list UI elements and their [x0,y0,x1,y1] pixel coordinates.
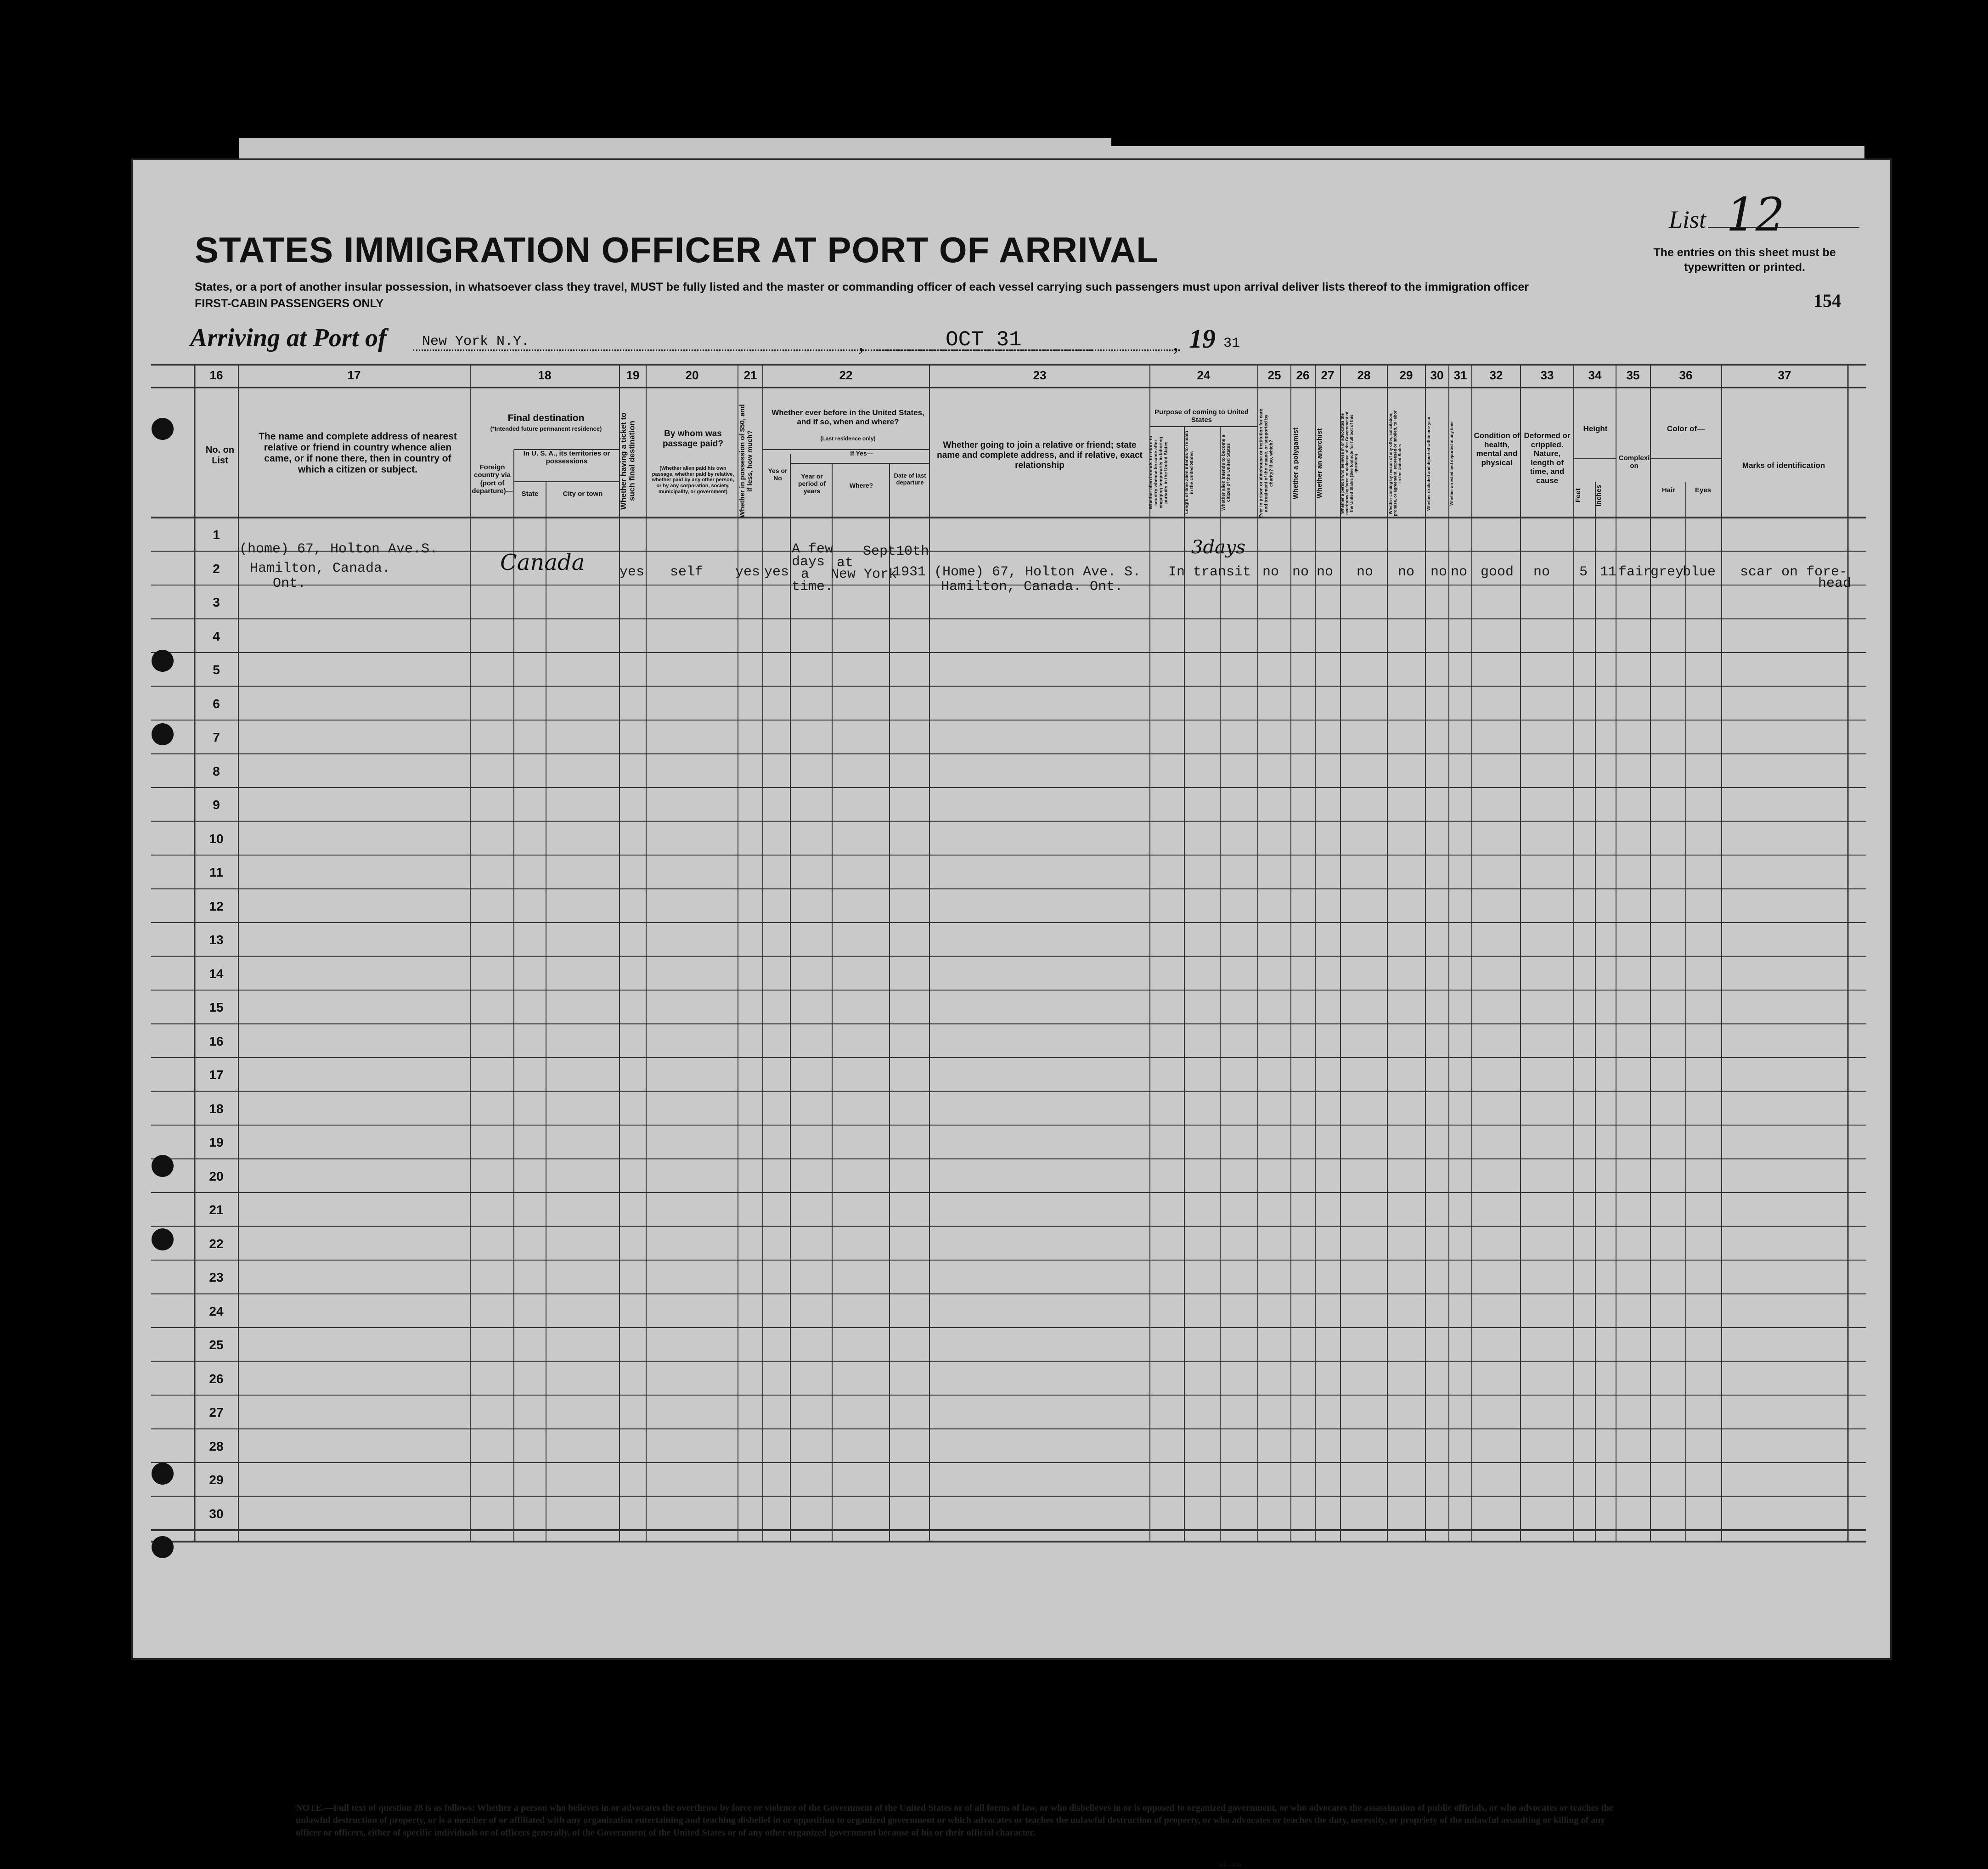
column-number: 32 [1489,368,1503,382]
form-title: STATES IMMIGRATION OFFICER AT PORT OF ARRIVAL [195,230,1159,270]
entry-period-l1: A few [792,541,833,557]
port-value: New York N.Y. [422,334,530,349]
binder-hole [152,1228,174,1250]
header-complexion: Complexion [1618,454,1650,470]
row-number: 7 [213,730,220,744]
form-intro: States, or a port of another insular possession, in whatsoever class they travel, MUST be fully listed and the master or commanding officer of each vessel carrying such passengers must upon arrival deliver lists thereof to the immigration officer [195,281,1529,293]
header-marks: Marks of identification [1742,461,1825,470]
column-number: 18 [538,368,552,382]
header-polygamist: Whether a polygamist [1292,428,1300,499]
row-number: 28 [209,1439,224,1453]
column-number: 34 [1588,368,1602,382]
header-health: Condition of health, mental and physical [1474,431,1520,467]
header-color-of: Color of— [1667,424,1705,433]
entry-labor-offer: no [1398,564,1415,580]
header-purpose-return: Whether alien intends to return to country whence he came after engaging temporarily in laboring pursuits in the United States [1149,436,1169,510]
header-ticket: Whether having a ticket to such final destination [619,412,636,510]
entry-marks-line1: scar on fore- [1740,564,1848,580]
entry-health: good [1481,564,1514,580]
column-number: 30 [1430,368,1444,382]
entry-relative-line1: (home) 67, Holton Ave.S. [239,541,438,557]
column-number: 31 [1453,368,1467,382]
entry-arrested: no [1451,564,1468,580]
entry-join-line2: Hamilton, Canada. Ont. [941,579,1123,595]
binder-hole [152,1155,174,1177]
header-final-destination-note: (*Intended future permanent residence) [490,425,602,432]
list-label: List [1669,206,1706,233]
column-number: 22 [839,368,853,382]
entry-prison: no [1262,564,1279,580]
header-nearest-relative: The name and complete address of nearest relative or friend in country whence alien came, or if none there, then in country of which a citizen or subject. [259,431,457,475]
header-yes-no: Yes or No [768,467,788,482]
header-if-yes: If Yes— [850,450,873,457]
header-purpose: Purpose of coming to United States [1155,408,1249,424]
entry-overthrow: no [1357,564,1374,580]
column-number: 25 [1267,368,1281,382]
header-inches: Inches [1595,484,1603,507]
entry-marks-line2: head [1818,576,1852,591]
entry-join-line1: (Home) 67, Holton Ave. S. [934,564,1141,580]
column-number: 21 [743,368,757,382]
entry-period-l3: a [801,567,810,582]
entry-passage-paid: self [670,564,704,580]
row-number: 5 [213,663,220,677]
binder-hole [152,650,174,672]
binder-hole [152,1536,174,1558]
row-number: 21 [209,1203,224,1217]
row-number: 9 [213,798,220,812]
header-passage-note: (Whether alien paid his own passage, whether paid by relative, whether paid by any other person, or by any corporation, society, municipality, or government) [652,466,734,495]
header-join-relative: Whether going to join a relative or friend; state name and complete address, and if relative, exact relationship [937,440,1143,470]
list-number: 12 [1726,188,1785,242]
header-where: Where? [849,482,873,489]
binder-hole [152,418,174,440]
footnote-question-28: NOTE.—Full text of question 28 is as follows: Whether a person who believes in or advocates the overthrow by force or violence of the Government of the United States or of all forms of law, or who disbelieves in or is opposed to organized government, or who advocates the assassination of public officials, or who advocates or teaches the unlawful destruction of property, or is a member of or affiliated with any organization entertaining and teaching disbelief in or opposition to organized government or which advocates or teaches the unlawful destruction of property, or who advocates or teaches the duty, necessity, or propriety of the unlawful assaulting or killing of any officer or officers, either of specific individuals or of officers generally, of the Government of the United States or of any other organized government because of his or their official character. [296,1803,1613,1838]
entry-period-l2: days [792,554,825,570]
year-prefix: 19 [1189,324,1216,354]
year-suffix: 31 [1223,336,1240,351]
row-number: 4 [213,629,220,643]
entry-purpose: In transit [1168,564,1251,580]
header-purpose-length: Length of time alien intends to remain in the United States [1184,431,1194,514]
entry-excluded: no [1430,564,1447,580]
row-number: 3 [213,595,220,609]
manifest-sheet [131,158,1892,1869]
entry-date-l2: 1931 [893,564,926,580]
row-number: 6 [213,696,220,711]
column-number: 26 [1296,368,1310,382]
row-number: 20 [209,1169,224,1183]
entry-ticket: yes [619,564,645,580]
header-ever-before: Whether ever before in the United States, and if so, when and where? [772,408,924,426]
header-hair: Hair [1661,486,1676,494]
header-in-usa: In U. S. A., its territories or possessions [523,450,610,466]
row-number: 18 [209,1101,224,1116]
entry-relative-line3: Ont. [273,576,306,591]
column-number: 36 [1679,368,1693,382]
row-number: 19 [209,1135,224,1149]
row-number: 27 [209,1405,224,1419]
header-last-residence: (Last residence only) [820,435,876,442]
entry-eyes: blue [1683,564,1716,580]
row-number: 11 [209,865,223,879]
date-stamp: OCT 31 [946,328,1022,352]
typewritten-note: The entries on this sheet must be typewritten or printed. [1653,246,1836,274]
entry-complexion: fair [1618,564,1652,580]
header-labor-offer: Whether coming by reason of any offer, solicitation, promise, or agreement, expressed or implied, to labor in the United States [1388,410,1402,517]
entry-period-l4: time. [792,579,833,595]
column-number: 19 [626,368,640,382]
entry-stay-length: 3days [1191,537,1246,558]
row-number: 23 [209,1270,224,1284]
entry-feet: 5 [1579,564,1588,580]
entry-deformed: no [1533,564,1550,580]
header-prison: Ever in prison or almshouse or institution for care and treatment of the insane, or supported by charity? If so, which? [1259,409,1274,518]
header-city-town: City or town [563,490,603,498]
header-purpose-citizen: Whether alien intends to become a citizen of the United States [1221,434,1231,511]
manifest-grid [133,160,1890,1658]
column-number: 17 [347,368,361,382]
row-number: 10 [209,831,224,846]
row-number: 17 [209,1068,224,1082]
column-number: 35 [1626,368,1640,382]
form-code: 14—430 [1219,1862,1241,1869]
page-number: 154 [1813,290,1841,311]
header-excluded: Whether excluded and deported within one year [1426,416,1431,511]
row-number: 24 [209,1304,224,1318]
binder-hole [152,1463,174,1485]
column-number: 29 [1399,368,1413,382]
row-number: 2 [213,561,220,576]
row-number: 15 [209,1000,224,1014]
entry-where-l2: New York [831,567,897,582]
header-state: State [521,490,539,498]
column-number: 33 [1540,368,1554,382]
entry-polygamist: no [1292,564,1309,580]
entry-date-l1: Sept10th [863,544,929,559]
column-number: 24 [1197,368,1211,382]
column-number: 27 [1321,368,1335,382]
entry-where-l1: at [837,555,854,571]
entry-hair: grey [1650,564,1684,580]
row-number: 29 [209,1473,224,1487]
column-number: 20 [685,368,699,382]
header-eyes: Eyes [1695,486,1712,494]
column-number: 23 [1033,368,1047,382]
header-deformed: Deformed or crippled. Nature, length of time, and cause [1524,431,1571,485]
header-overthrow: Whether a person who believes in or advocates the overthrow by force or violence of the Government of the United States (See footnote for full text of this question) [1340,411,1358,515]
row-number: 26 [209,1371,224,1386]
header-feet: Feet [1574,488,1582,503]
header-passage-paid: By whom was passage paid? [663,429,723,449]
header-year-period: Year or period of years [798,473,826,495]
separator: , [858,330,864,355]
row-number: 30 [209,1506,224,1521]
entry-anarchist: no [1317,564,1334,580]
cabin-class-label: FIRST-CABIN PASSENGERS ONLY [195,297,384,310]
row-number: 16 [209,1034,224,1048]
header-final-destination: Final destination [507,413,585,423]
entry-ever-before: yes [764,564,789,580]
header-height: Height [1583,424,1608,433]
row-number: 12 [209,899,224,913]
header-fifty-dollars: Whether in possession of $50, and if less, how much? [738,404,754,518]
row-number: 1 [213,528,220,542]
header-last-departure: Date of last departure [894,472,926,486]
entry-relative-line2: Hamilton, Canada. [250,561,391,576]
row-number: 8 [213,764,220,778]
column-number: 16 [209,368,223,382]
column-number: 37 [1778,368,1791,382]
column-number: 28 [1357,368,1371,382]
header-foreign-country: Foreign country via (port of departure)— [472,463,513,495]
row-number: 22 [209,1236,224,1251]
arriving-label: Arriving at Port of [190,324,387,352]
header-arrested: Whether arrested and deported at any time [1449,421,1454,506]
header-no-on-list: No. on List [205,445,235,466]
header-anarchist: Whether an anarchist [1316,428,1323,499]
binder-hole [152,723,174,745]
entry-fifty-dollars: yes [735,564,760,580]
entry-inches: 11 [1600,564,1617,580]
separator: , [1173,330,1179,355]
row-number: 13 [209,933,224,947]
entry-foreign-country: Canada [500,550,585,575]
row-number: 14 [209,966,224,981]
row-number: 25 [209,1338,224,1352]
